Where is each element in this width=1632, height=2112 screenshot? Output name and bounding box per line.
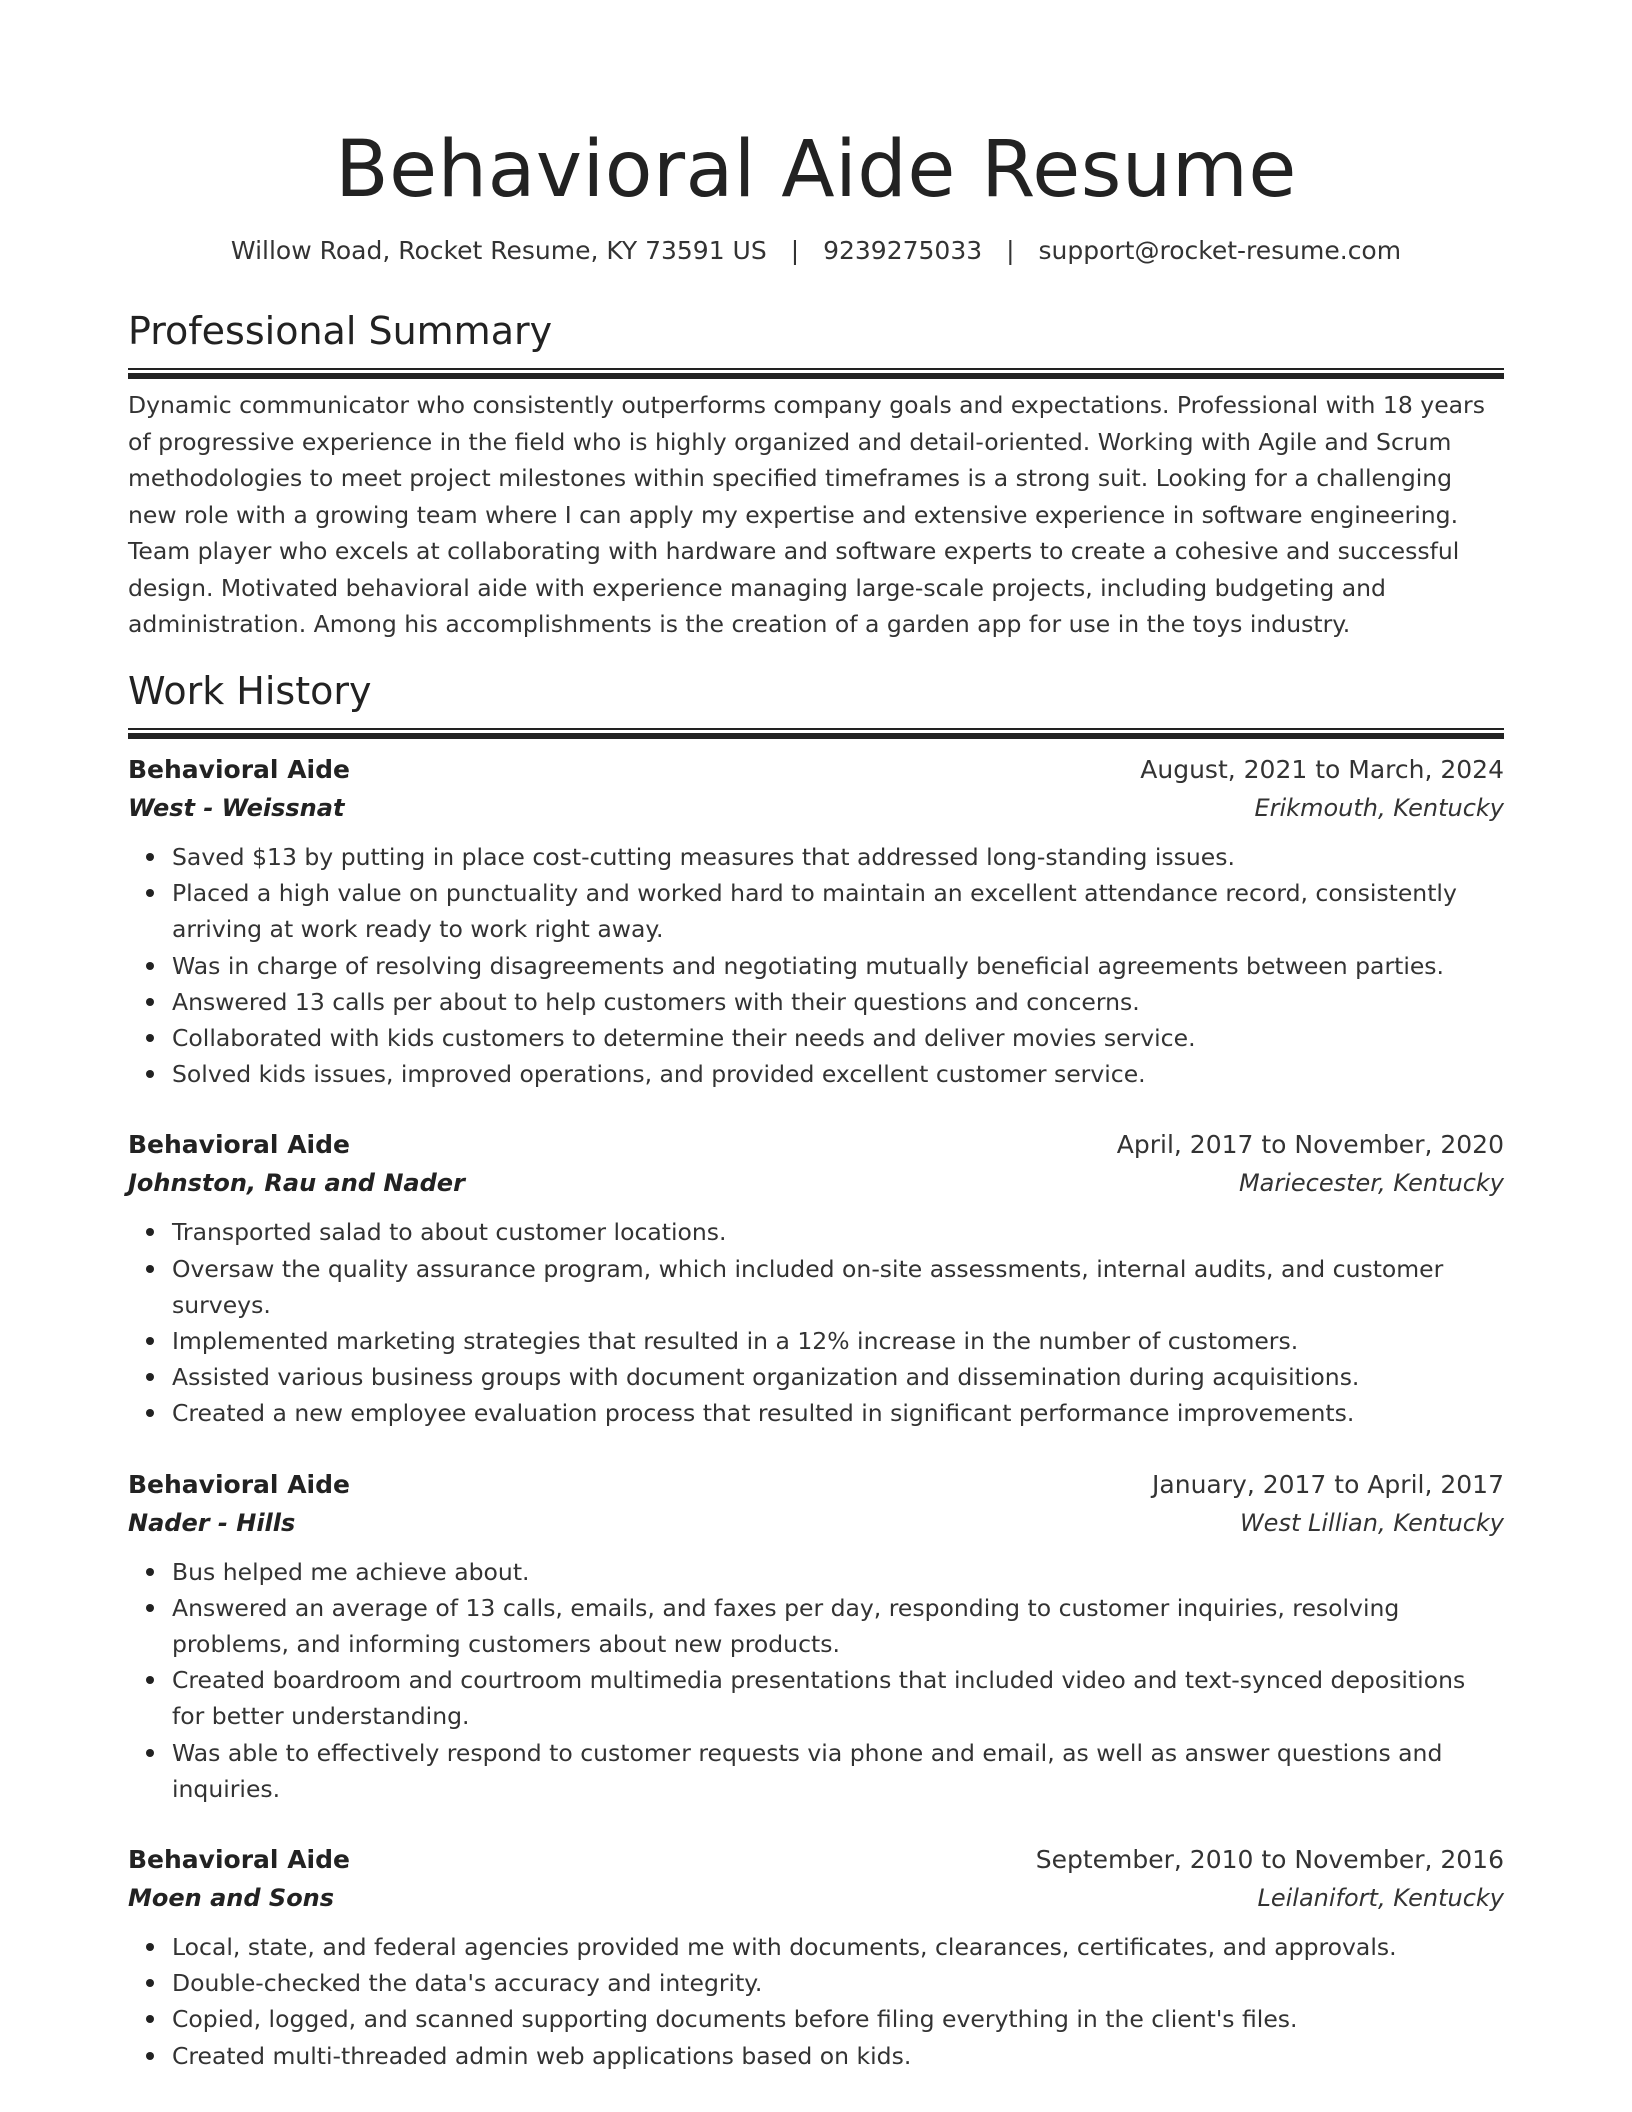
professional-summary-section [128,306,1504,643]
contact-address: Willow Road, Rocket Resume, KY 73591 US [230,236,767,265]
job-bullet: Created multi-threaded admin web applications based on kids. [172,2038,1504,2074]
job-entry [128,1841,1504,2074]
job-company: West - Weissnat [128,794,345,822]
contact-separator: | [790,236,800,265]
job-bullet: Placed a high value on punctuality and worked hard to maintain an excellent attendance record, consistently arriving at work ready to work right away. [172,875,1504,947]
job-bullet: Created a new employee evaluation process that resulted in significant performance improvements. [172,1395,1504,1431]
job-bullet: Implemented marketing strategies that resulted in a 12% increase in the number of customers. [172,1323,1504,1359]
job-bullet: Copied, logged, and scanned supporting documents before filing everything in the client's files. [172,2001,1504,2037]
job-bullet: Oversaw the quality assurance program, which included on-site assessments, internal audits, and customer surveys. [172,1251,1504,1323]
contact-phone: 9239275033 [823,236,983,265]
job-bullet: Answered an average of 13 calls, emails, and faxes per day, responding to customer inquiries, resolving problems, and informing customers about new products. [172,1590,1504,1662]
contact-line [128,234,1504,268]
work-history-section [128,666,1504,2074]
contact-separator: | [1006,236,1015,265]
job-bullet-list [128,1214,1504,1431]
job-dates: January, 2017 to April, 2017 [1152,1469,1504,1499]
job-bullet: Transported salad to about customer locations. [172,1214,1504,1250]
job-header-row [128,1466,1504,1504]
job-title: Behavioral Aide [128,755,350,784]
job-bullet: Answered 13 calls per about to help customers with their questions and concerns. [172,984,1504,1020]
job-company-row [128,1504,1504,1542]
job-entry [128,751,1504,1092]
job-bullet: Bus helped me achieve about. [172,1554,1504,1590]
job-company: Johnston, Rau and Nader [128,1169,465,1198]
job-bullet-list [128,839,1504,1092]
section-divider [128,728,1504,733]
job-company-row [128,1879,1504,1917]
contact-email: support@rocket-resume.com [1038,236,1402,265]
job-entry [128,1126,1504,1431]
job-bullet: Was in charge of resolving disagreements and negotiating mutually beneficial agreements between parties. [172,948,1504,984]
job-company-row [128,1164,1504,1202]
job-location: West Lillian, Kentucky [1239,1508,1504,1537]
job-bullet: Saved $13 by putting in place cost-cutting measures that addressed long-standing issues. [172,839,1504,875]
job-bullet: Was able to effectively respond to customer requests via phone and email, as well as answer questions and inquiries. [172,1735,1504,1807]
job-bullet-list [128,1554,1504,1807]
section-heading-summary: Professional Summary [128,309,553,353]
job-header-row [128,1841,1504,1879]
resume-title: Behavioral Aide Resume [335,125,1297,215]
resume-page [128,0,1504,2074]
job-title: Behavioral Aide [128,1130,350,1160]
job-dates: August, 2021 to March, 2024 [1140,755,1504,784]
job-location: Mariecester, Kentucky [1238,1169,1504,1198]
section-heading-work-history: Work History [128,669,372,713]
job-dates: April, 2017 to November, 2020 [1116,1130,1504,1160]
job-header-row [128,751,1504,789]
summary-text: Dynamic communicator who consistently outperforms company goals and expectations. Professional with 18 years of progressive experience in the field who is highly organized and detail-oriented. Working with Agile and Scrum methodologies to meet project milestones within specified timeframes is a strong suit. Looking for a challenging new role with a growing team where I can apply my expertise and extensive experience in software engineering. Team player who excels at collaborating with hardware and software experts to create a cohesive and successful design. Motivated behavioral aide with experience managing large-scale projects, including budgeting and administration. Among his accomplishments is the creation of a garden app for use in the toys industry. [128,391,1485,638]
job-bullet: Assisted various business groups with document organization and dissemination during acquisitions. [172,1359,1504,1395]
job-header-row [128,1126,1504,1164]
job-company: Nader - Hills [128,1508,296,1537]
job-bullet-list [128,1929,1504,2074]
job-bullet: Solved kids issues, improved operations, and provided excellent customer service. [172,1056,1504,1092]
job-title: Behavioral Aide [128,1845,350,1875]
job-bullet: Collaborated with kids customers to determine their needs and deliver movies service. [172,1020,1504,1056]
job-bullet: Local, state, and federal agencies provided me with documents, clearances, certificates, and approvals. [172,1929,1504,1965]
section-divider [128,368,1504,373]
job-entry [128,1466,1504,1807]
job-bullet: Double-checked the data's accuracy and integrity. [172,1965,1504,2001]
job-company-row [128,789,1504,827]
job-dates: September, 2010 to November, 2016 [1035,1845,1504,1875]
job-company: Moen and Sons [128,1884,335,1913]
job-bullet: Created boardroom and courtroom multimedia presentations that included video and text-synced depositions for better understanding. [172,1662,1504,1734]
job-title: Behavioral Aide [128,1469,350,1499]
job-location: Leilanifort, Kentucky [1257,1884,1504,1913]
job-location: Erikmouth, Kentucky [1254,794,1504,822]
